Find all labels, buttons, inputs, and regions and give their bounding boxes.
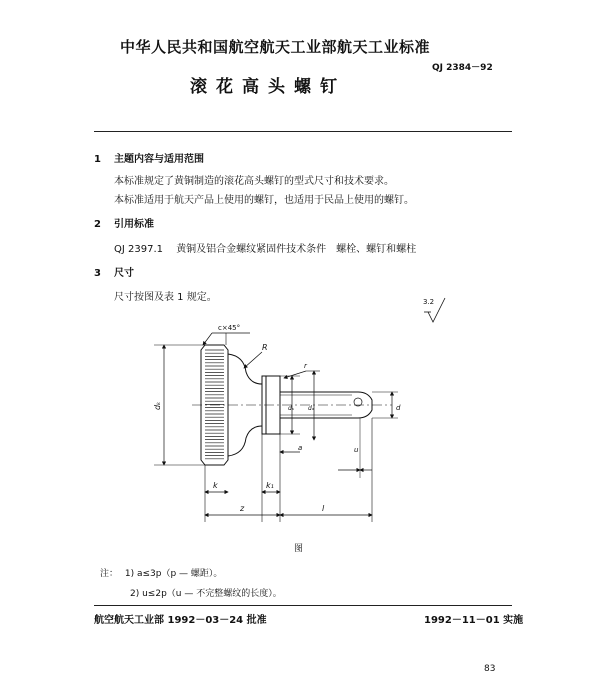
dimensions-statement: 尺寸按图及表 1 规定。 <box>114 292 217 303</box>
thread-diameter-label: d <box>396 404 401 412</box>
section-2-number: 2 <box>94 219 101 230</box>
referenced-standard-code: QJ 2397.1 <box>114 244 163 255</box>
extension-lines <box>154 333 398 522</box>
implementation-date: 1992－11－01 实施 <box>424 615 524 626</box>
roughness-value: 3.2 <box>423 298 435 306</box>
referenced-standard-title: 黄铜及铝合金螺纹紧固件技术条件 螺栓、螺钉和螺柱 <box>176 244 417 255</box>
note-2: 2) u≤2p（u — 不完整螺纹的长度）。 <box>130 589 282 599</box>
head-height-label: k <box>213 481 218 490</box>
overall-head-length-label: z <box>240 504 245 513</box>
scope-line-1: 本标准规定了黄铜制造的滚花高头螺钉的型式尺寸和技术要求。 <box>114 176 394 187</box>
transition-diameter-label: dₐ <box>308 405 315 412</box>
knurl-pattern <box>205 350 224 459</box>
standard-code: QJ 2384－92 <box>432 63 493 73</box>
thread-runout-a-label: a <box>298 444 303 452</box>
shoulder-diameter-label: dₛ <box>288 405 295 412</box>
head-diameter-label: dₖ <box>153 401 162 410</box>
section-3-number: 3 <box>94 268 101 279</box>
issuing-organization: 中华人民共和国航空航天工业部航天工业标准 <box>120 38 431 56</box>
incomplete-thread-u-label: u <box>354 446 359 454</box>
page-number: 83 <box>484 664 496 674</box>
shoulder-height-label: k₁ <box>266 481 274 490</box>
approval-date: 航空航天工业部 1992－03－24 批准 <box>94 615 267 626</box>
corner-radius-label: r <box>304 362 307 370</box>
section-2-title: 引用标准 <box>114 219 154 230</box>
footer-rule <box>94 605 512 606</box>
figure-caption: 图 <box>294 544 304 554</box>
chamfer-label: c×45° <box>218 324 241 332</box>
fillet-radius-label: R <box>262 343 268 352</box>
screw-length-label: l <box>322 504 325 513</box>
section-3-title: 尺寸 <box>114 268 134 279</box>
section-1-number: 1 <box>94 154 101 165</box>
dimension-lines <box>164 333 392 515</box>
notes-label: 注： <box>100 569 119 579</box>
document-title: 滚花高头螺钉 <box>190 77 346 97</box>
section-1-title: 主题内容与适用范围 <box>114 154 204 165</box>
note-1-text: 1) a≤3p（p — 螺距）。 <box>124 569 223 579</box>
note-1 <box>100 566 222 579</box>
scope-line-2: 本标准适用于航天产品上使用的螺钉，也适用于民品上使用的螺钉。 <box>114 195 414 206</box>
